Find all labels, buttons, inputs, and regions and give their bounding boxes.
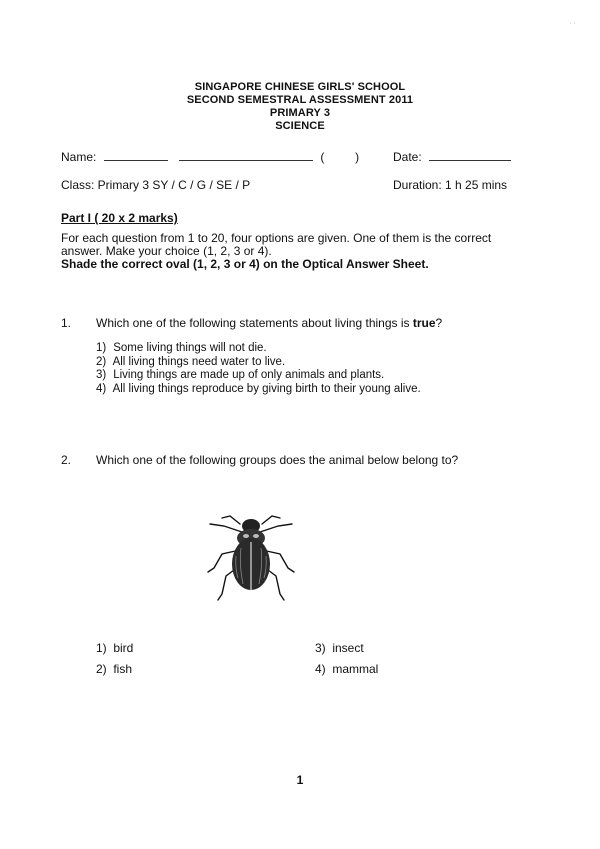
q2-option-2: 2) fish bbox=[96, 662, 133, 676]
school-name: SINGAPORE CHINESE GIRLS' SCHOOL bbox=[194, 81, 406, 93]
name-blank-1[interactable] bbox=[104, 150, 168, 161]
q2-option-3: 3) insect bbox=[315, 641, 364, 655]
name-label: Name: bbox=[61, 150, 97, 164]
date-blank[interactable] bbox=[429, 150, 511, 161]
page-number: 1 bbox=[296, 773, 304, 787]
q2-number: 2. bbox=[61, 453, 72, 467]
q1-option: 2) All living things need water to live. bbox=[96, 355, 286, 368]
date-label: Date: bbox=[393, 150, 422, 164]
part-title: Part I ( 20 x 2 marks) bbox=[61, 211, 178, 225]
scan-mark: · · bbox=[569, 20, 576, 27]
register-paren-close: ) bbox=[355, 150, 360, 164]
register-paren-open: ( bbox=[320, 150, 325, 164]
class-label: Class: Primary 3 SY / C / G / SE / P bbox=[61, 178, 251, 192]
exam-header bbox=[0, 81, 600, 133]
level-title: PRIMARY 3 bbox=[269, 107, 331, 119]
q2-option-1: 1) bird bbox=[96, 641, 134, 655]
q1-option: 4) All living things reproduce by giving birth to their young alive. bbox=[96, 382, 421, 395]
duration-label: Duration: 1 h 25 mins bbox=[393, 178, 508, 192]
q1-emphasis: true bbox=[412, 316, 436, 330]
q1-option: 1) Some living things will not die. bbox=[96, 342, 267, 354]
instruction-text: For each question from 1 to 20, four options are given. One of them is the correct answer. Make your choice (1, 2, 3 or 4). bbox=[61, 231, 492, 258]
q2-text: Which one of the following groups does the animal below belong to? bbox=[96, 453, 459, 467]
q1-number: 1. bbox=[61, 316, 72, 330]
instructions bbox=[61, 232, 531, 271]
instruction-shade: Shade the correct oval (1, 2, 3 or 4) on the Optical Answer Sheet. bbox=[61, 257, 429, 271]
assessment-title: SECOND SEMESTRAL ASSESSMENT 2011 bbox=[186, 94, 414, 106]
date-row bbox=[393, 150, 511, 164]
q1-text: Which one of the following statements about living things is true? bbox=[96, 316, 443, 330]
q1-option: 3) Living things are made up of only animals and plants. bbox=[96, 369, 385, 381]
q1-options bbox=[96, 342, 421, 396]
subject-title: SCIENCE bbox=[275, 120, 325, 132]
name-blank-2[interactable] bbox=[179, 150, 313, 161]
beetle-icon bbox=[196, 502, 306, 604]
q2-option-4: 4) mammal bbox=[315, 662, 379, 676]
name-row bbox=[61, 150, 359, 164]
